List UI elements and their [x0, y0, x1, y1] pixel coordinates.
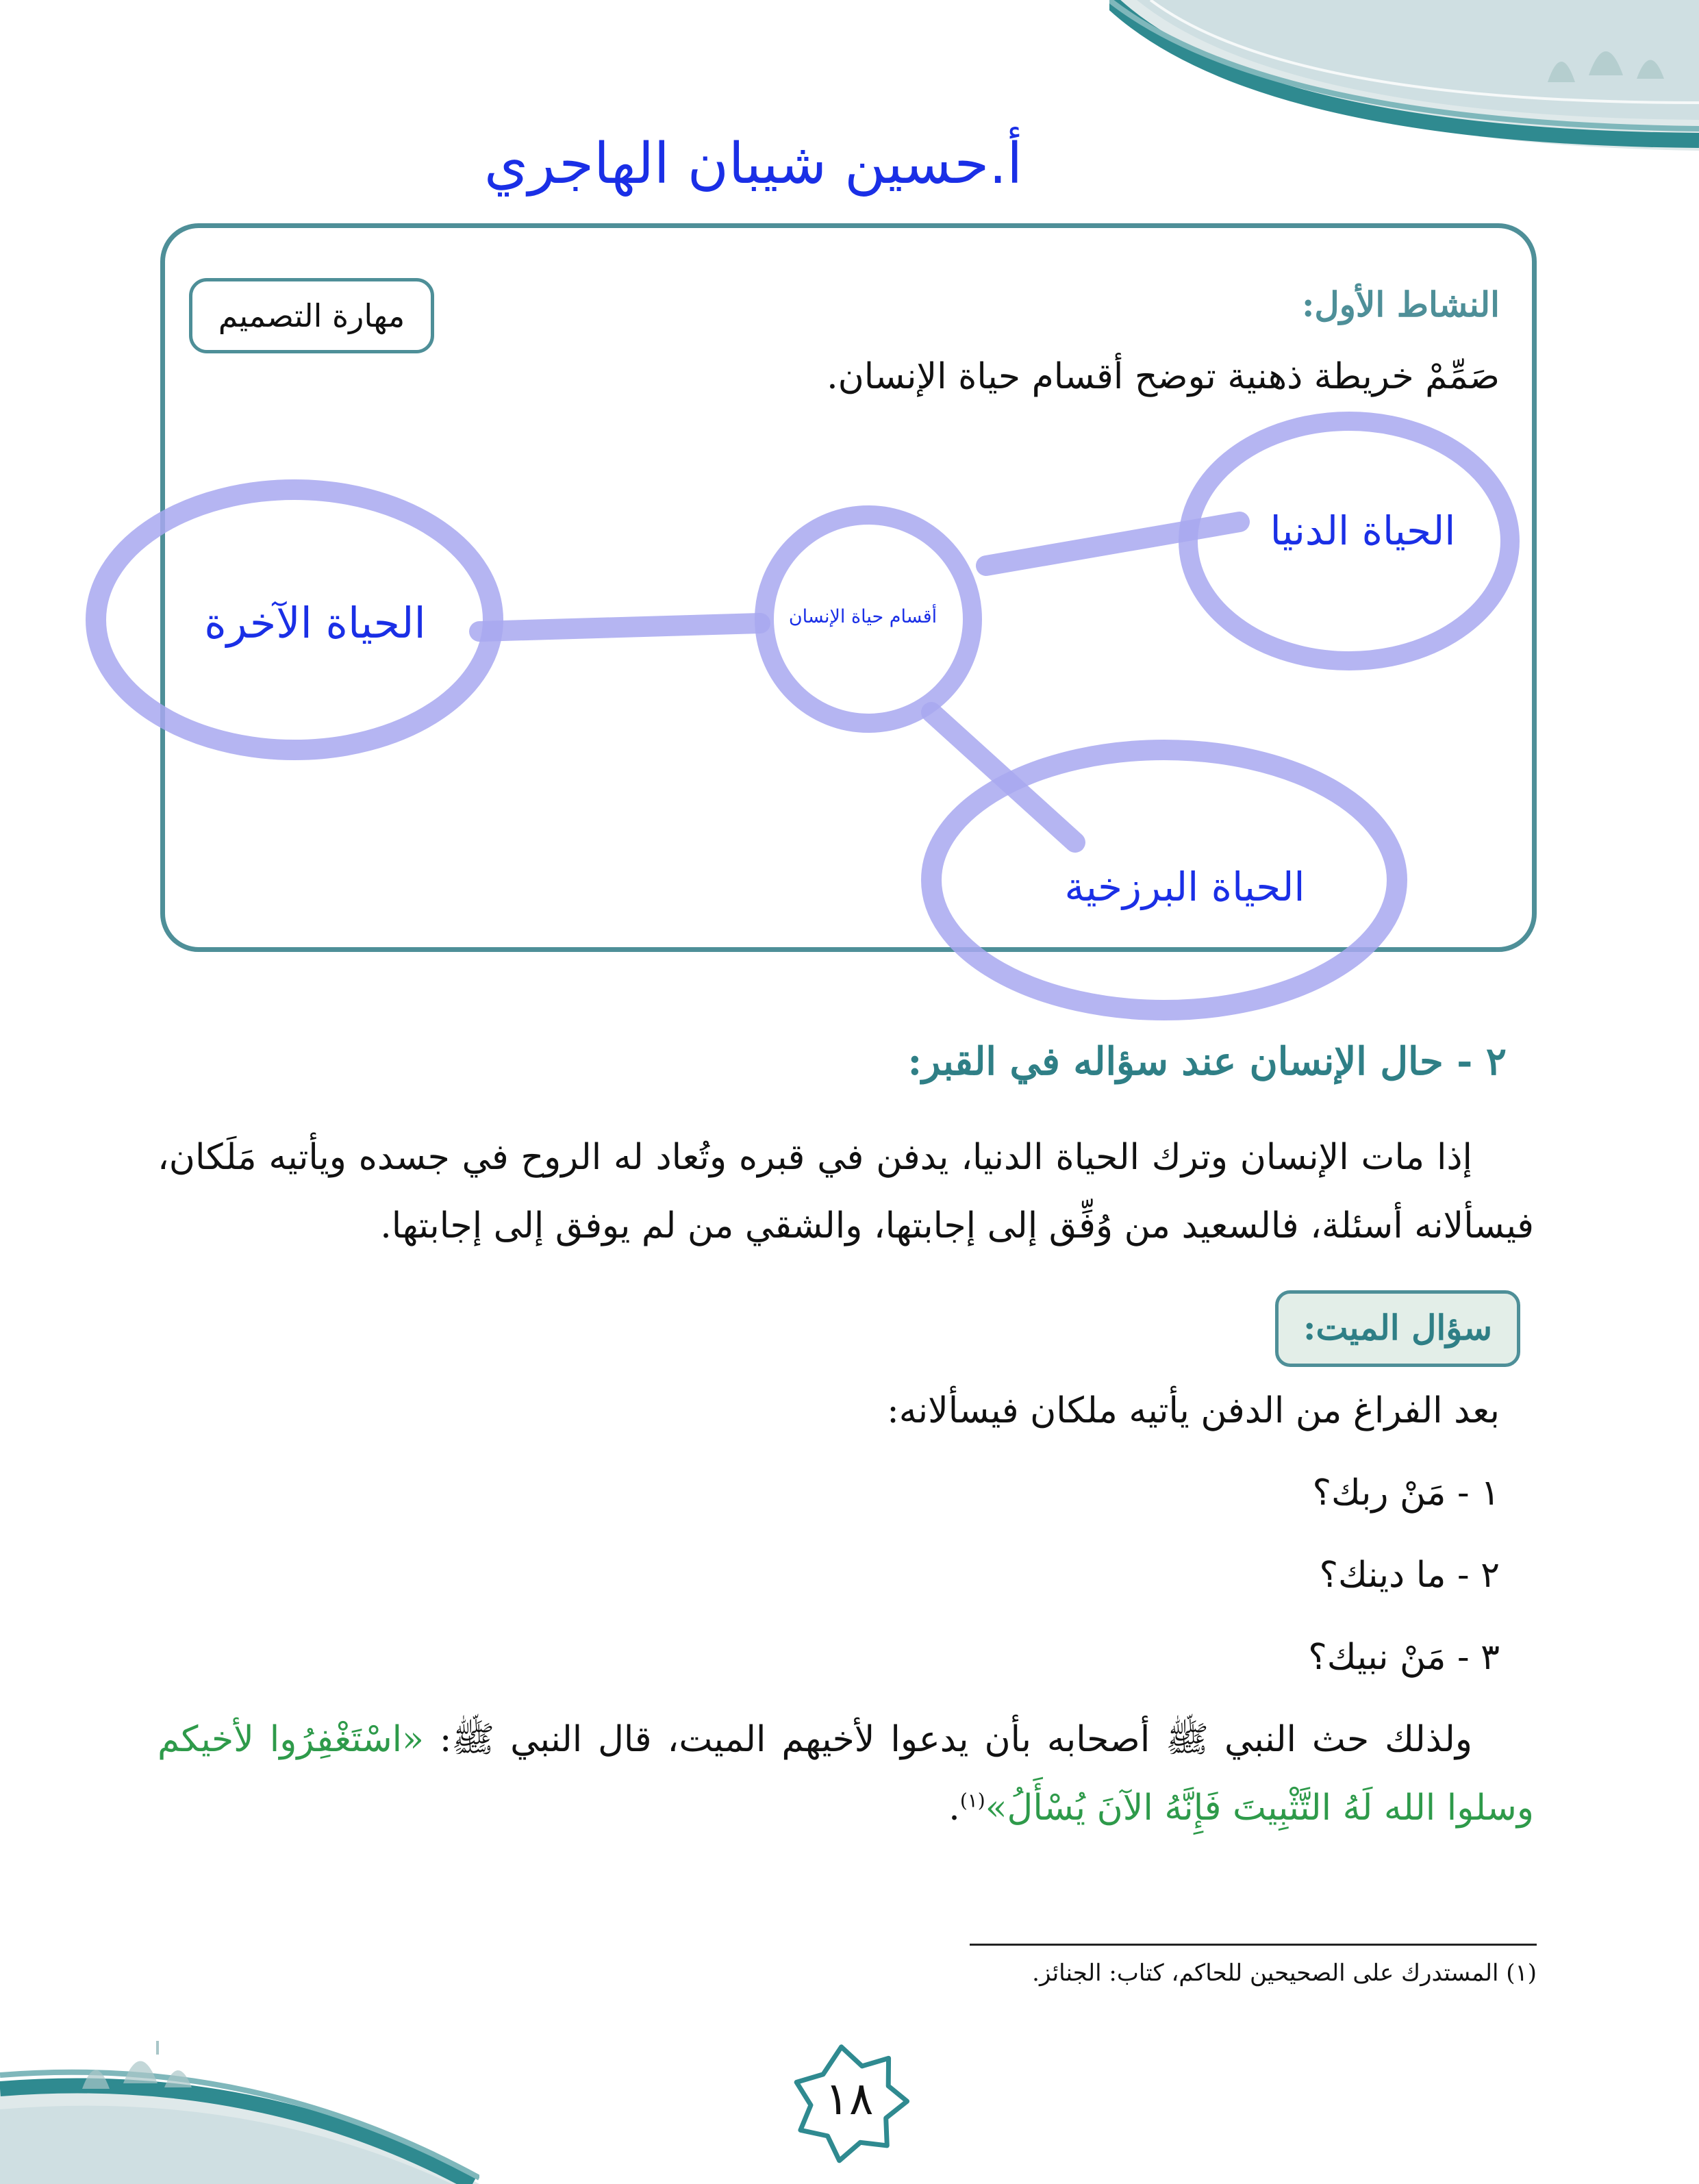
question-item: ٣ - مَنْ نبيك؟ [1308, 1637, 1500, 1678]
author-name: أ.حسين شيبان الهاجري [483, 131, 1023, 197]
questions-intro: بعد الفراغ من الدفن يأتيه ملكان فيسألانه: [887, 1390, 1500, 1431]
hadith-end: . [948, 1787, 960, 1829]
footnote-reference[interactable]: (١) [959, 1789, 985, 1812]
mind-map-barzakh-label: الحياة البرزخية [1064, 864, 1305, 910]
hadith-lead: ولذلك حث النبي ﷺ أصحابه بأن يدعوا لأخيهم الميت، قال النبي ﷺ: [423, 1719, 1472, 1760]
footnote-divider [970, 1944, 1537, 1946]
question-badge: سؤال الميت: [1275, 1290, 1520, 1367]
activity-instruction: صَمِّمْ خريطة ذهنية توضح أقسام حياة الإنسان. [827, 356, 1500, 397]
hadith-paragraph [158, 1705, 1534, 1856]
section-heading: ٢ - حال الإنسان عند سؤاله في القبر: [907, 1039, 1507, 1084]
page-number: ١٨ [825, 2072, 874, 2125]
mind-map-dunya-label: الحياة الدنيا [1270, 507, 1456, 554]
section-paragraph: إذا مات الإنسان وترك الحياة الدنيا، يدفن في قبره وتُعاد له الروح في جسده ويأتيه مَلَكان، فيسألانه أسئلة، فالسعيد من وُفِّق إلى إجابتها، والشقي من لم يوفق إلى إجابتها. [158, 1137, 1534, 1246]
hadith-quote: «اسْتَغْفِرُوا لأخيكم وسلوا الله لَهُ التَّثْبِيتَ فَإِنَّهُ الآنَ يُسْأَلُ» [158, 1719, 1534, 1829]
page-number-badge [788, 2041, 911, 2164]
footnote-text: (١) المستدرك على الصحيحين للحاكم، كتاب: الجنائز. [1032, 1959, 1537, 1987]
mind-map-center-label: أقسام حياة الإنسان [788, 606, 937, 627]
top-corner-ornament [1109, 0, 1699, 164]
skill-badge: مهارة التصميم [189, 278, 434, 353]
activity-title: النشاط الأول: [1301, 284, 1500, 325]
bottom-corner-ornament [0, 2007, 479, 2184]
question-item: ٢ - ما دينك؟ [1319, 1555, 1500, 1596]
mind-map-akhira-label: الحياة الآخرة [204, 598, 426, 648]
question-item: ١ - مَنْ ربك؟ [1312, 1472, 1500, 1514]
